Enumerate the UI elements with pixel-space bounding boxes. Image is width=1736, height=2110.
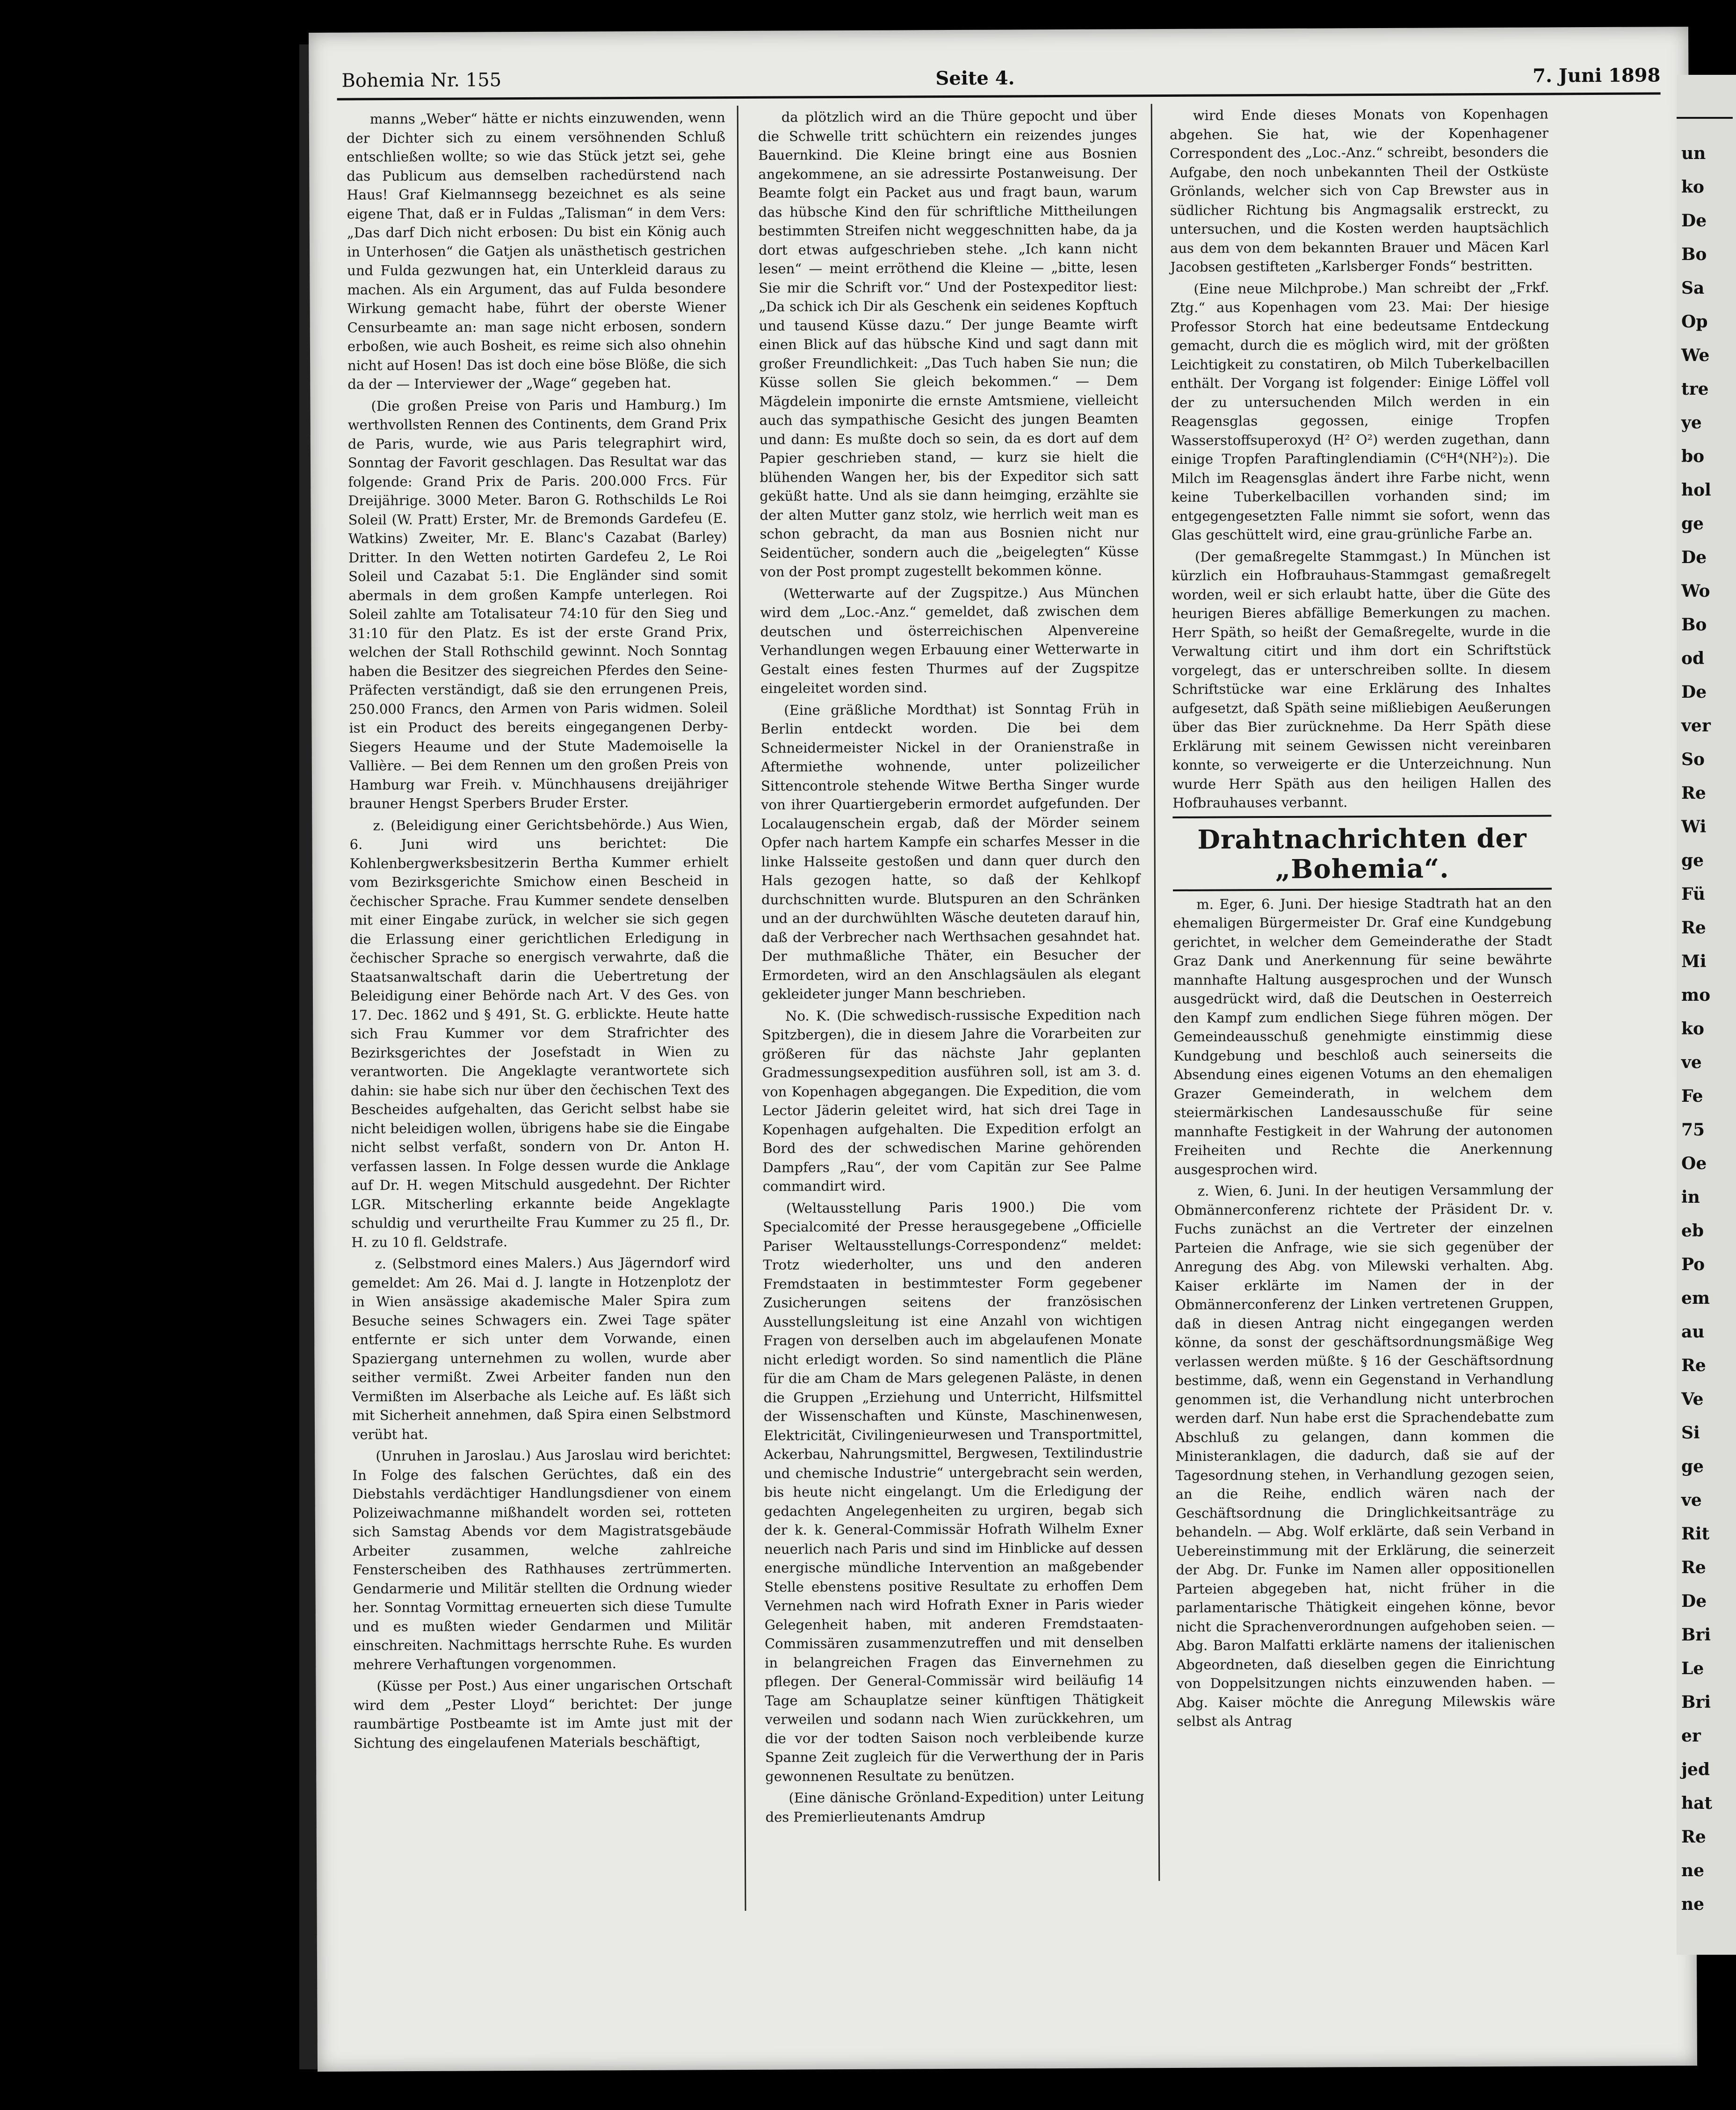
- newspaper-page: [309, 27, 1697, 2072]
- telegram-wien: z. Wien, 6. Juni. In der heutigen Versammlung der Obmännerconferenz richtete der Präsident Dr. v. Fuchs zunächst an die Vertreter der einzelnen Parteien die Anfrage, wie sie sich gegenüber der Anregung des Abg. von Milewski verhalten. Abg. Kaiser erklärte im Namen der in der Obmännerconferenz der Linken vertretenen Gruppen, daß in diesen Antrag nicht eingegangen werden könne, da sonst der geschäftsordnungsmäßige Weg verlassen werden müßte. § 16 der Geschäftsordnung bestimme, daß, wenn ein Gegenstand in Verhandlung genommen ist, die Verhandlung nicht unterbrochen werden darf. Nun habe erst die Sprachendebatte zum Abschluß zu gelangen, dann kommen die Ministeranklagen, die dadurch, daß sie auf der Tagesordnung stehen, in Verhandlung gezogen seien, an die Reihe, endlich wären nach der Geschäftsordnung die Dringlichkeitsanträge zu behandeln. — Abg. Wolf erklärte, daß sein Verband in Uebereinstimmung mit der Erklärung, die seinerzeit der Abg. Dr. Funke im Namen aller oppositionellen Parteien abgegeben hat, nicht früher in die parlamentarische Thätigkeit eingehen könne, bevor nicht die Sprachenverordnungen aufgehoben seien. — Abg. Baron Malfatti erklärte namens der italienischen Abgeordneten, daß dieselben gegen die Einrichtung von Doppelsitzungen nichts einzuwenden haben. — Abg. Kaiser möchte die Anregung Milewskis wäre selbst als Antrag: [1174, 1181, 1555, 1729]
- sliver-text-fragment: ve: [1681, 1490, 1702, 1510]
- article-paris-exhibition-1900: (Weltausstellung Paris 1900.) Die vom Specialcomité der Presse herausgegebene „Officielle Pariser Weltausstellungs-Correspondenz“ meldet: Trotz wiederholter, uns und den anderen Fremdstaaten in bestimmtester Form gegebener Zusicherungen seitens der französischen Ausstellungsleitung ist eine Anzahl von wichtigen Fragen von derselben auch im abgelaufenen Monate nicht erledigt worden. So sind namentlich die Pläne für die am Cham de Mars gelegenen Paläste, in denen die Gruppen „Erziehung und Unterricht, Hilfsmittel der Wissenschaften und Künste, Maschinenwesen, Elektricität, Civilingenieurwesen und Transportmittel, Ackerbau, Nahrungsmittel, Bergwesen, Textilindustrie und chemische Industrie“ untergebracht sein werden, bis heute nicht eingelangt. Um die Erledigung der gedachten Angelegenheiten zu urgiren, begab sich der k. k. General-Commissär Hofrath Wilhelm Exner neuerlich nach Paris und sind im Hinblicke auf dessen energische mündliche Intervention an maßgebender Stelle ebenstens positive Resultate zu erhoffen Dem Vernehmen nach wird Hofrath Exner in Paris wieder Gelegenheit haben, mit anderen Fremdstaaten-Commissären zusammenzutreffen und mit denselben in belangreichen Fragen das Einvernehmen zu pflegen. Der General-Commissär wird beiläufig 14 Tage am Schauplatze seiner künftigen Thätigkeit verweilen und sodann nach Wien zurückkehren, um die vor der todten Saison noch verbleibende kurze Spanne Zeit zugleich für die Verwerthung der in Paris gewonnenen Resultate zu benützen.: [763, 1198, 1144, 1785]
- sliver-text-fragment: Rit: [1681, 1524, 1710, 1544]
- issue-date: 7. Juni 1898: [1533, 64, 1661, 87]
- article-paris-hamburg-prizes: (Die großen Preise von Paris und Hamburg.) Im werthvollsten Rennen des Continents, dem Grand Prix de Paris, wurde, wie aus Paris telegraphirt wird, Sonntag der Favorit geschlagen. Das Resultat war das folgende: Grand Prix de Paris. 200.000 Frcs. Für Dreijährige. 3000 Meter. Baron G. Rothschilds Le Roi Soleil (W. Pratt) Erster, Mr. de Bremonds Gardefeu (E. Watkins) Zweiter, Mr. E. Blanc's Cazabat (Barley) Dritter. In den Wetten notirten Gardefeu 2, Le Roi Soleil und Cazabat 5:1. Die Engländer sind somit abermals in dem großen Kampfe unterlegen. Roi Soleil zahlte am Totalisateur 74:10 für den Sieg und 31:10 für den Platz. Es ist der erste Grand Prix, welchen der Stall Rothschild gewinnt. Noch Sonntag haben die Besitzer des siegreichen Pferdes den Seine-Präfecten verständigt, daß sie den errungenen Preis, 250.000 Francs, den Armen von Paris widmen. Soleil ist ein Product des bereits eingegangenen Derby-Siegers Heaume und der Stute Mademoiselle la Vallière. — Bei dem Rennen um den großen Preis von Hamburg war Freih. v. Münchhausens dreijähriger brauner Hengst Sperbers Bruder Erster.: [347, 396, 729, 812]
- paper-name-issue: Bohemia Nr. 155: [341, 69, 502, 92]
- sliver-text-fragment: ko: [1681, 177, 1704, 197]
- sliver-text-fragment: Re: [1681, 918, 1706, 938]
- sliver-text-fragment: Wi: [1681, 817, 1707, 837]
- sliver-text-fragment: Mi: [1681, 952, 1707, 971]
- sliver-text-fragment: ve: [1681, 1053, 1702, 1072]
- article-spitzbergen-expedition: No. K. (Die schwedisch-russische Expedition nach Spitzbergen), die in diesem Jahre die Vorarbeiten zur größeren für das nächste Jahr geplanten Gradmessungsexpedition ausführen soll, ist am 3. d. von Kopenhagen abgegangen. Die Expedition, die vom Lector Jäderin geleitet wird, hat sich drei Tage in Kopenhagen aufgehalten. Die Expedition erfolgt an Bord des der schwedischen Marine gehörenden Dampfers „Rau“, der vom Capitän zur See Palme commandirt wird.: [762, 1006, 1142, 1194]
- sliver-text-fragment: De: [1681, 682, 1707, 702]
- article-court-insult: z. (Beleidigung einer Gerichtsbehörde.) Aus Wien, 6. Juni wird uns berichtet: Die Kohlenbergwerksbesitzerin Bertha Kummer erhielt vom Bezirksgerichte Smichow einen Bescheid in čechischer Sprache. Frau Kummer sendete denselben mit einer Eingabe zurück, in welcher sie sich gegen die Erlassung einer gerichtlichen Erledigung in čechischer Sprache so energisch verwahrte, daß die Staatsanwaltschaft darin die Uebertretung der Beleidigung einer Behörde nach Art. V des Ges. von 17. Dec. 1862 und § 491, St. G. erblickte. Heute hatte sich Frau Kummer vor dem Strafrichter des Bezirksgerichtes der Josefstadt in Wien zu verantworten. Die Angeklagte verantwortete sich dahin: sie habe sich nur über den čechischen Text des Bescheides aufgehalten, das Gericht selbst habe sie nicht beleidigen wollen, übrigens habe sie die Eingabe nicht selbst verfaßt, sondern von Dr. Anton H. verfassen lassen. In Folge dessen wurde die Anklage auf Dr. H. wegen Mitschuld ausgedehnt. Der Richter LGR. Mitscherling erkannte beide Angeklagte schuldig und verurtheilte Frau Kummer zu 25 fl., Dr. H. zu 10 fl. Geldstrafe.: [349, 816, 731, 1250]
- article-paragraph: manns „Weber“ hätte er nichts einzuwenden, wenn der Dichter sich zu einem versöhnenden Schluß entschließen wollte; so wie das Stück jetzt sei, gehe das Publicum aus demselben rachedürstend nach Haus! Graf Kielmannsegg bezeichnet es als seine eigene That, daß er in Fuldas „Talisman“ in dem Vers: „Das darf Dich nicht erbosen: Du bist ein König auch in Unterhosen“ die Gatjen als unästhetisch gestrichen und Fulda gezwungen hat, ein Unterkleid daraus zu machen. Als ein Argument, das auf Fulda besondere Wirkung gemacht habe, führt der oberste Wiener Censurbeamte an: man sage nicht erbosen, sondern erboßen, wie auch Bosheit, es reime sich also ohnehin nicht auf Hosen! Das ist doch eine böse Blöße, die sich da der — Interviewer der „Wage“ gegeben hat.: [346, 109, 727, 392]
- sliver-text-fragment: De: [1681, 211, 1707, 231]
- article-berlin-murder: (Eine gräßliche Mordthat) ist Sonntag Früh in Berlin entdeckt worden. Die bei dem Schneidermeister Nickel in der Oranienstraße in Aftermiethe wohnende, unter polizeilicher Sittencontrole stehende Witwe Bertha Singer wurde von ihrer Quartiergeberin ermordet aufgefunden. Der Localaugenschein ergab, daß der Mörder seinem Opfer nach hartem Kampfe ein scharfes Messer in die linke Halsseite gestoßen und dann quer durch den Hals gezogen hatte, so daß der Kehlkopf durchschnitten wurde. Blutspuren an den Schränken und an der durchwühlten Wäsche deuteten darauf hin, daß der Verbrecher nach Werthsachen gesahndet hat. Der muthmaßliche Thäter, ein Besucher der Ermordeten, wird an den Anschlagsäulen als elegant gekleideter junger Mann beschrieben.: [760, 700, 1141, 1002]
- article-zugspitze-weather: (Wetterwarte auf der Zugspitze.) Aus München wird dem „Loc.-Anz.“ gemeldet, daß zwischen dem deutschen und österreichischen Alpenvereine Verhandlungen wegen Erbauung einer Wetterwarte in Gestalt eines festen Thurmes auf der Zugspitze eingeleitet worden sind.: [760, 584, 1140, 696]
- column-2: [758, 106, 1145, 1908]
- sliver-text-fragment: Wo: [1681, 581, 1710, 601]
- sliver-text-fragment: in: [1681, 1187, 1700, 1207]
- sliver-text-fragment: au: [1681, 1322, 1705, 1342]
- article-paragraph: wird Ende dieses Monats von Kopenhagen abgehen. Sie hat, wie der Kopenhagener Correspondent des „Loc.-Anz.“ schreibt, besonders die Aufgabe, den noch unbekannten Theil der Ostküste Grönlands, welcher sich von Cap Brewster aus in südlicher Richtung bis Angmagsalik erstreckt, zu untersuchen, und die Kosten werden hauptsächlich aus dem von dem bekannten Brauer und Mäcen Karl Jacobsen gestifteten „Karlsberger Fonds“ bestritten.: [1169, 106, 1549, 275]
- sliver-text-fragment: ge: [1681, 514, 1704, 534]
- sliver-text-fragment: Si: [1681, 1423, 1700, 1443]
- section-title: Drahtnachrichten der „Bohemia“.: [1197, 823, 1527, 885]
- sliver-text-fragment: Fe: [1681, 1086, 1703, 1106]
- article-painter-suicide: z. (Selbstmord eines Malers.) Aus Jägerndorf wird gemeldet: Am 26. Mai d. J. langte in Hotzenplotz der in Wien ansässige akademische Maler Spira zum Besuche seines Schwagers ein. Zwei Tage später entfernte er sich unter dem Vorwande, einen Spaziergang unternehmen zu wollen, wurde aber seither vermißt. Zwei Arbeiter fanden nun den Vermißten im Alserbache als Leiche auf. Es läßt sich mit Sicherheit annehmen, daß Spira einen Selbstmord verübt hat.: [351, 1254, 731, 1443]
- article-paragraph: da plötzlich wird an die Thüre gepocht und über die Schwelle tritt schüchtern ein reizendes junges Bauernkind. Die Kleine bringt eine aus Bosnien angekommene, an sie adressirte Postanweisung. Der Beamte folgt ein Packet aus und fragt baun, warum das hübsche Kind den für schriftliche Mittheilungen bestimmten Streifen nicht weggeschnitten habe, da ja dort etwas aufgeschrieben stehe. „Ich kann nicht lesen“ — meint erröthend die Kleine — „bitte, lesen Sie mir die Schrift vor.“ Und der Postexpeditor liest: „Da schick ich Dir als Geschenk ein seidenes Kopftuch und tausend Küsse dazu.“ Der junge Beamte wirft einen Blick auf das hübsche Kind und sagt dann mit großer Freundlichkeit: „Das Tuch haben Sie nun; die Küsse sollen Sie gleich bekommen.“ — Dem Mägdelein imponirte die ernste Amtsmiene, vielleicht auch das sympathische Gesicht des jungen Beamten und dann: Es mußte doch so sein, da es dort auf dem Papier geschrieben stand, — kurz sie hielt die blühenden Wangen her, bis der Expeditor sich satt geküßt hatte. Und als sie dann heimging, erzählte sie der alten Mutter ganz stolz, wie herrlich weit man es schon gebracht, da man aus Bosnien nicht nur Seidentücher, sondern auch die „beigelegten“ Küsse von der Post prompt zugestellt bekommen könne.: [758, 108, 1139, 580]
- article-kisses-by-post: (Küsse per Post.) Aus einer ungarischen Ortschaft wird dem „Pester Lloyd“ berichtet: Der junge raumbärtige Postbeamte ist im Amte just mit der Sichtung des eingelaufenen Materials beschäftigt,: [353, 1676, 732, 1751]
- sliver-text-fragment: De: [1681, 1591, 1707, 1611]
- sliver-text-fragment: So: [1681, 750, 1705, 769]
- sliver-text-fragment: We: [1681, 346, 1710, 365]
- sliver-text-fragment: Sa: [1681, 278, 1705, 298]
- article-greenland-expedition: (Eine dänische Grönland-Expedition) unter Leitung des Premierlieutenants Amdrup: [765, 1788, 1144, 1825]
- column-divider: [737, 106, 746, 1911]
- sliver-text-fragment: Oe: [1681, 1154, 1707, 1173]
- sliver-text-fragment: hol: [1681, 480, 1711, 500]
- sliver-text-fragment: ne: [1681, 1861, 1705, 1880]
- column-3: [1170, 104, 1556, 1929]
- sliver-text-fragment: em: [1681, 1288, 1710, 1308]
- adjacent-page-sliver: [1677, 75, 1736, 1955]
- section-rule: [1173, 888, 1552, 891]
- sliver-text-fragment: Le: [1681, 1659, 1704, 1678]
- sliver-text-fragment: Bo: [1681, 245, 1707, 264]
- sliver-text-fragment: mo: [1681, 985, 1711, 1005]
- sliver-text-fragment: ye: [1681, 413, 1702, 433]
- section-rule: [1172, 815, 1551, 818]
- sliver-text-fragment: Re: [1681, 1558, 1706, 1577]
- sliver-text-fragment: Ve: [1681, 1389, 1704, 1409]
- sliver-text-fragment: Re: [1681, 783, 1706, 803]
- column-1: [347, 108, 733, 1943]
- sliver-text-fragment: ge: [1681, 1457, 1704, 1476]
- sliver-text-fragment: Bri: [1681, 1692, 1711, 1712]
- sliver-rule: [1677, 117, 1733, 119]
- sliver-text-fragment: od: [1681, 649, 1705, 668]
- article-jaroslau-unrest: (Unruhen in Jaroslau.) Aus Jaroslau wird berichtet: In Folge des falschen Gerüchtes, daß ein des Diebstahls verdächtiger Handlungsdiener von einem Polizeiwachmanne mißhandelt worden sei, rotteten sich Samstag Abends vor dem Magistratsgebäude Arbeiter zusammen, welche zahlreiche Fensterscheiben des Rathhauses zertrümmerten. Gendarmerie und Militär stellten die Ordnung wieder her. Sonntag Vormittag erneuerten sich diese Tumulte und es mußten wieder Gendarmen und Militär einschreiten. Nachmittags herrschte Ruhe. Es wurden mehrere Verhaftungen vorgenommen.: [352, 1446, 732, 1673]
- sliver-text-fragment: Re: [1681, 1356, 1706, 1375]
- sliver-text-fragment: tre: [1681, 379, 1709, 399]
- sliver-text-fragment: er: [1681, 1726, 1701, 1746]
- sliver-text-fragment: Po: [1681, 1255, 1705, 1274]
- page-number: Seite 4.: [935, 67, 1015, 90]
- sliver-text-fragment: De: [1681, 548, 1707, 567]
- sliver-text-fragment: bo: [1681, 447, 1705, 466]
- article-milk-test: (Eine neue Milchprobe.) Man schreibt der „Frkf. Ztg.“ aus Kopenhagen vom 23. Mai: Der hiesige Professor Storch hat eine bedeutsame Entdeckung gemacht, durch die es möglich wird, mit der größten Leichtigkeit zu constatiren, ob Milch Tuberkelbacillen enthält. Der Vorgang ist folgender: Einige Löffel voll der zu untersuchenden Milch werden in ein Reagensglas gegossen, einige Tropfen Wasserstoffsuperoxyd (H² O²) werden zugethan, dann einige Tropfen Paraftinglendiamin (C⁶H⁴(NH²)₂). Die Milch im Reagensglas ändert ihre Farbe nicht, wenn keine Tuberkelbacillen vorhanden sind; im entgegengesetzten Falle nimmt sie sofort, wenn das Glas geschüttelt wird, eine grau-grünliche Farbe an.: [1170, 279, 1550, 543]
- sliver-text-fragment: ver: [1681, 716, 1711, 736]
- sliver-text-fragment: 75: [1681, 1120, 1705, 1140]
- telegram-eger: m. Eger, 6. Juni. Der hiesige Stadtrath hat an den ehemaligen Bürgermeister Dr. Graf eine Kundgebung gerichtet, in welcher dem Gemeinderathe der Stadt Graz Dank und Anerkennung für seine bewährte mannhafte Haltung ausgesprochen und der Wunsch ausgedrückt wird, daß die Deutschen in Oesterreich den Kampf zum endlichen Siege führen mögen. Der Gemeindeausschuß genehmigte einstimmig diese Kundgebung und beschloß auch seinerseits die Absendung eines eigenen Votums an den ehemaligen Grazer Gemeinderath, in welchem dem steiermärkischen Landesausschuße für seine mannhafte Festigkeit in der Wahrung der autonomen Freiheiten und Rechte die Anerkennung ausgesprochen wird.: [1173, 894, 1553, 1178]
- sliver-text-fragment: eb: [1681, 1221, 1704, 1241]
- article-regular-guest: (Der gemaßregelte Stammgast.) In München ist kürzlich ein Hofbrauhaus-Stammgast gemaßregelt worden, weil er sich erlaubt hatte, über die Güte des heurigen Bieres abfällige Bemerkungen zu machen. Herr Späth, so heißt der Gemaßregelte, wurde in die Verwaltung citirt und ihm dort ein Schriftstück vorgelegt, das er unterschreiben sollte. In diesem Schriftstücke war eine Erklärung des Inhaltes aufgesetzt, daß Späth seine mißliebigen Aeußerungen über das Bier zurücknehme. Da Herr Späth diese Erklärung mit seinem Gewissen nicht vereinbaren konnte, so verweigerte er die Unterzeichnung. Nun wurde Herr Späth aus den heiligen Hallen des Hofbrauhauses verbannt.: [1172, 547, 1552, 811]
- sliver-text-fragment: hat: [1681, 1793, 1713, 1813]
- sliver-text-fragment: ko: [1681, 1019, 1704, 1039]
- sliver-text-fragment: un: [1681, 144, 1706, 163]
- sliver-text-fragment: Op: [1681, 312, 1708, 332]
- column-divider: [1151, 104, 1160, 1881]
- sliver-text-fragment: Bri: [1681, 1625, 1711, 1645]
- sliver-text-fragment: Re: [1681, 1827, 1706, 1847]
- sliver-text-fragment: ge: [1681, 851, 1704, 870]
- sliver-text-fragment: ne: [1681, 1894, 1705, 1914]
- sliver-text-fragment: Fü: [1681, 884, 1706, 904]
- sliver-text-fragment: jed: [1681, 1760, 1710, 1779]
- sliver-text-fragment: Bo: [1681, 615, 1707, 635]
